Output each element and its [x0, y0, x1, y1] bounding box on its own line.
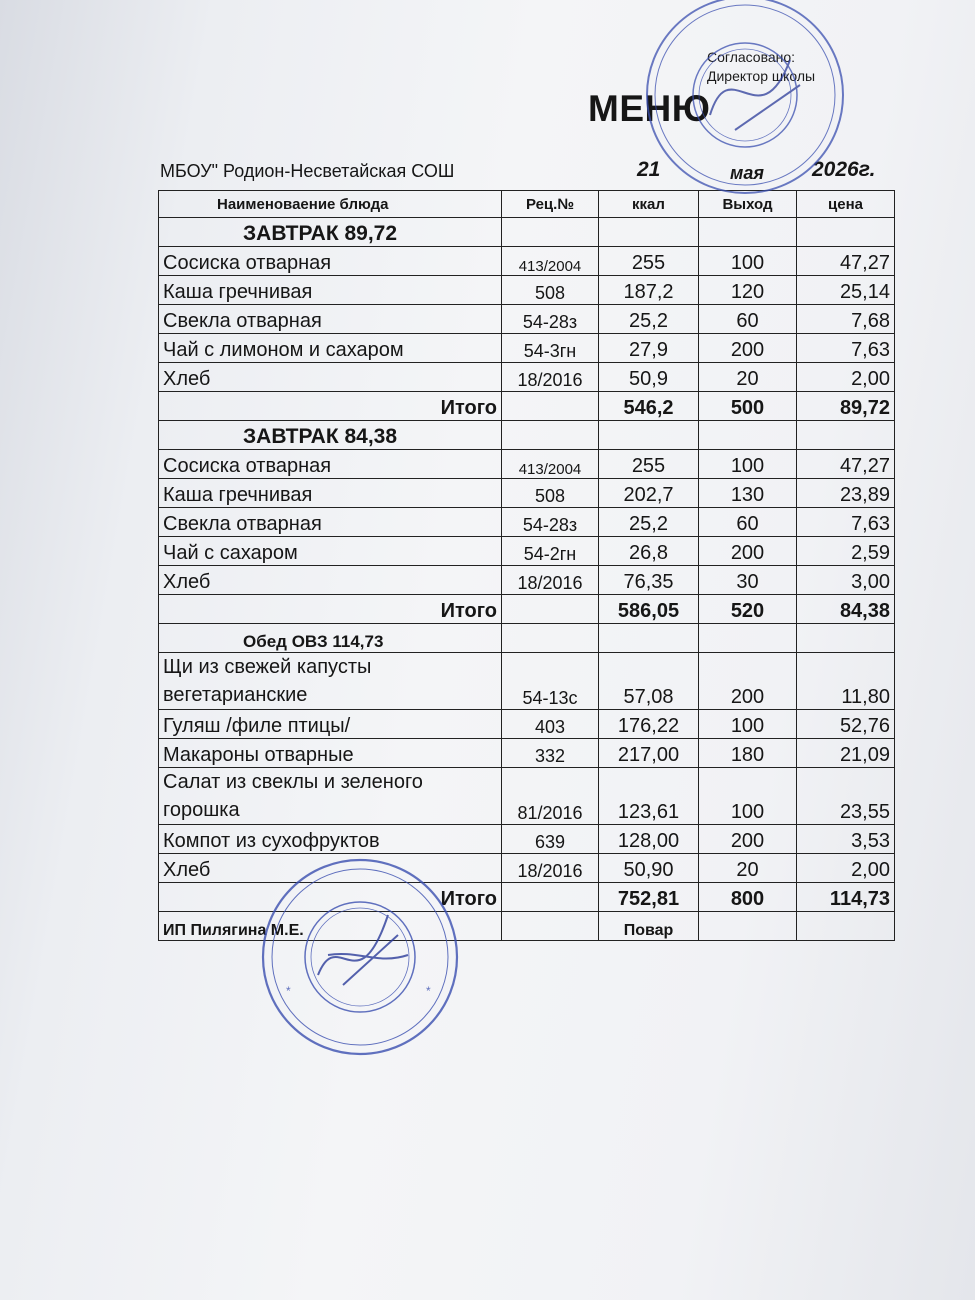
approval-line-1: Согласовано:: [707, 49, 796, 65]
dish-name: Свекла отварная: [159, 508, 502, 537]
yield-value: 60: [699, 305, 797, 334]
total-kcal: 586,05: [599, 595, 699, 624]
table-row: [159, 537, 895, 566]
price-value: 7,63: [797, 334, 895, 363]
entrepreneur-name: ИП Пилягина М.Е.: [159, 912, 502, 941]
price-value: 47,27: [797, 247, 895, 276]
kcal-value: 128,00: [599, 825, 699, 854]
recipe-number: 332: [502, 739, 599, 768]
kcal-value: 57,08: [599, 653, 699, 710]
price-value: 11,80: [797, 653, 895, 710]
table-row: [159, 450, 895, 479]
total-kcal: 546,2: [599, 392, 699, 421]
yield-value: 200: [699, 334, 797, 363]
date-year: 2026г.: [812, 158, 876, 181]
kcal-value: 123,61: [599, 768, 699, 825]
dish-name: Хлеб: [159, 566, 502, 595]
header-price: цена: [797, 191, 895, 218]
recipe-number: 413/2004: [502, 247, 599, 276]
price-value: 7,68: [797, 305, 895, 334]
dish-name: Макароны отварные: [159, 739, 502, 768]
total-label: Итого: [159, 392, 502, 421]
table-row: [159, 710, 895, 739]
total-label: Итого: [159, 883, 502, 912]
yield-value: 100: [699, 450, 797, 479]
recipe-number: 403: [502, 710, 599, 739]
dish-name: Чай с лимоном и сахаром: [159, 334, 502, 363]
yield-value: 200: [699, 653, 797, 710]
yield-value: 130: [699, 479, 797, 508]
date-day: 21: [637, 158, 661, 181]
price-value: 2,00: [797, 363, 895, 392]
section-title: ЗАВТРАК 89,72: [159, 218, 502, 247]
table-row: [159, 825, 895, 854]
page-title: МЕНЮ: [588, 88, 711, 129]
recipe-number: 54-13с: [502, 653, 599, 710]
total-yield: 520: [699, 595, 797, 624]
total-row-lunch: [159, 883, 895, 912]
yield-value: 100: [699, 710, 797, 739]
table-row: [159, 479, 895, 508]
price-value: 2,59: [797, 537, 895, 566]
recipe-number: 54-28з: [502, 305, 599, 334]
yield-value: 30: [699, 566, 797, 595]
total-label: Итого: [159, 595, 502, 624]
section-row-breakfast-1: [159, 218, 895, 247]
total-kcal: 752,81: [599, 883, 699, 912]
price-value: 23,55: [797, 768, 895, 825]
kcal-value: 25,2: [599, 508, 699, 537]
total-price: 89,72: [797, 392, 895, 421]
kcal-value: 176,22: [599, 710, 699, 739]
kcal-value: 255: [599, 450, 699, 479]
dish-name: Сосиска отварная: [159, 450, 502, 479]
dish-name: Каша гречнивая: [159, 276, 502, 305]
section-title: ЗАВТРАК 84,38: [159, 421, 502, 450]
price-value: 2,00: [797, 854, 895, 883]
yield-value: 60: [699, 508, 797, 537]
recipe-number: 81/2016: [502, 768, 599, 825]
table-row: [159, 739, 895, 768]
table-row: [159, 653, 895, 710]
price-value: 7,63: [797, 508, 895, 537]
header-recipe-number: Рец.№: [502, 191, 599, 218]
kcal-value: 50,90: [599, 854, 699, 883]
approval-note: [707, 48, 815, 86]
table-row: [159, 854, 895, 883]
yield-value: 120: [699, 276, 797, 305]
price-value: 3,53: [797, 825, 895, 854]
menu-table: [158, 190, 895, 941]
school-name: МБОУ" Родион-Несветайская СОШ: [160, 161, 455, 181]
table-row: [159, 276, 895, 305]
price-value: 3,00: [797, 566, 895, 595]
kcal-value: 50,9: [599, 363, 699, 392]
recipe-number: 413/2004: [502, 450, 599, 479]
yield-value: 20: [699, 854, 797, 883]
section-row-breakfast-2: [159, 421, 895, 450]
dish-name: Хлеб: [159, 854, 502, 883]
price-value: 23,89: [797, 479, 895, 508]
kcal-value: 255: [599, 247, 699, 276]
table-row: [159, 566, 895, 595]
table-row: [159, 363, 895, 392]
dish-name: Гуляш /филе птицы/: [159, 710, 502, 739]
kcal-value: 25,2: [599, 305, 699, 334]
kcal-value: 202,7: [599, 479, 699, 508]
total-yield: 800: [699, 883, 797, 912]
dish-name: Компот из сухофруктов: [159, 825, 502, 854]
price-value: 25,14: [797, 276, 895, 305]
price-value: 47,27: [797, 450, 895, 479]
recipe-number: 508: [502, 276, 599, 305]
yield-value: 200: [699, 825, 797, 854]
dish-name: Щи из свежей капусты вегетарианские: [159, 653, 502, 710]
dish-name: Каша гречнивая: [159, 479, 502, 508]
total-price: 114,73: [797, 883, 895, 912]
yield-value: 180: [699, 739, 797, 768]
cook-role: Повар: [599, 912, 699, 941]
yield-value: 100: [699, 768, 797, 825]
date-month: мая: [730, 163, 764, 183]
footer-row: [159, 912, 895, 941]
recipe-number: 54-3гн: [502, 334, 599, 363]
dish-name: Чай с сахаром: [159, 537, 502, 566]
yield-value: 100: [699, 247, 797, 276]
recipe-number: 54-2гн: [502, 537, 599, 566]
total-price: 84,38: [797, 595, 895, 624]
recipe-number: 508: [502, 479, 599, 508]
table-row: [159, 334, 895, 363]
recipe-number: 18/2016: [502, 363, 599, 392]
header-dish-name: Наименоваение блюда: [159, 191, 502, 218]
dish-name: Свекла отварная: [159, 305, 502, 334]
section-row-lunch: [159, 624, 895, 653]
svg-text:*: *: [286, 984, 291, 998]
recipe-number: 18/2016: [502, 566, 599, 595]
table-row: [159, 305, 895, 334]
recipe-number: 639: [502, 825, 599, 854]
table-row: [159, 768, 895, 825]
price-value: 52,76: [797, 710, 895, 739]
kcal-value: 187,2: [599, 276, 699, 305]
section-title: Обед ОВЗ 114,73: [159, 624, 502, 653]
recipe-number: 18/2016: [502, 854, 599, 883]
recipe-number: 54-28з: [502, 508, 599, 537]
kcal-value: 76,35: [599, 566, 699, 595]
total-row-breakfast-1: [159, 392, 895, 421]
price-value: 21,09: [797, 739, 895, 768]
total-row-breakfast-2: [159, 595, 895, 624]
kcal-value: 27,9: [599, 334, 699, 363]
yield-value: 20: [699, 363, 797, 392]
header-yield: Выход: [699, 191, 797, 218]
dish-name: Сосиска отварная: [159, 247, 502, 276]
total-yield: 500: [699, 392, 797, 421]
approval-line-2: Директор школы: [707, 68, 816, 84]
svg-text:*: *: [426, 984, 431, 998]
kcal-value: 26,8: [599, 537, 699, 566]
table-header-row: [159, 191, 895, 218]
kcal-value: 217,00: [599, 739, 699, 768]
dish-name: Хлеб: [159, 363, 502, 392]
yield-value: 200: [699, 537, 797, 566]
header-kcal: ккал: [599, 191, 699, 218]
dish-name: Салат из свеклы и зеленого горошка: [159, 768, 502, 825]
table-row: [159, 508, 895, 537]
table-row: [159, 247, 895, 276]
